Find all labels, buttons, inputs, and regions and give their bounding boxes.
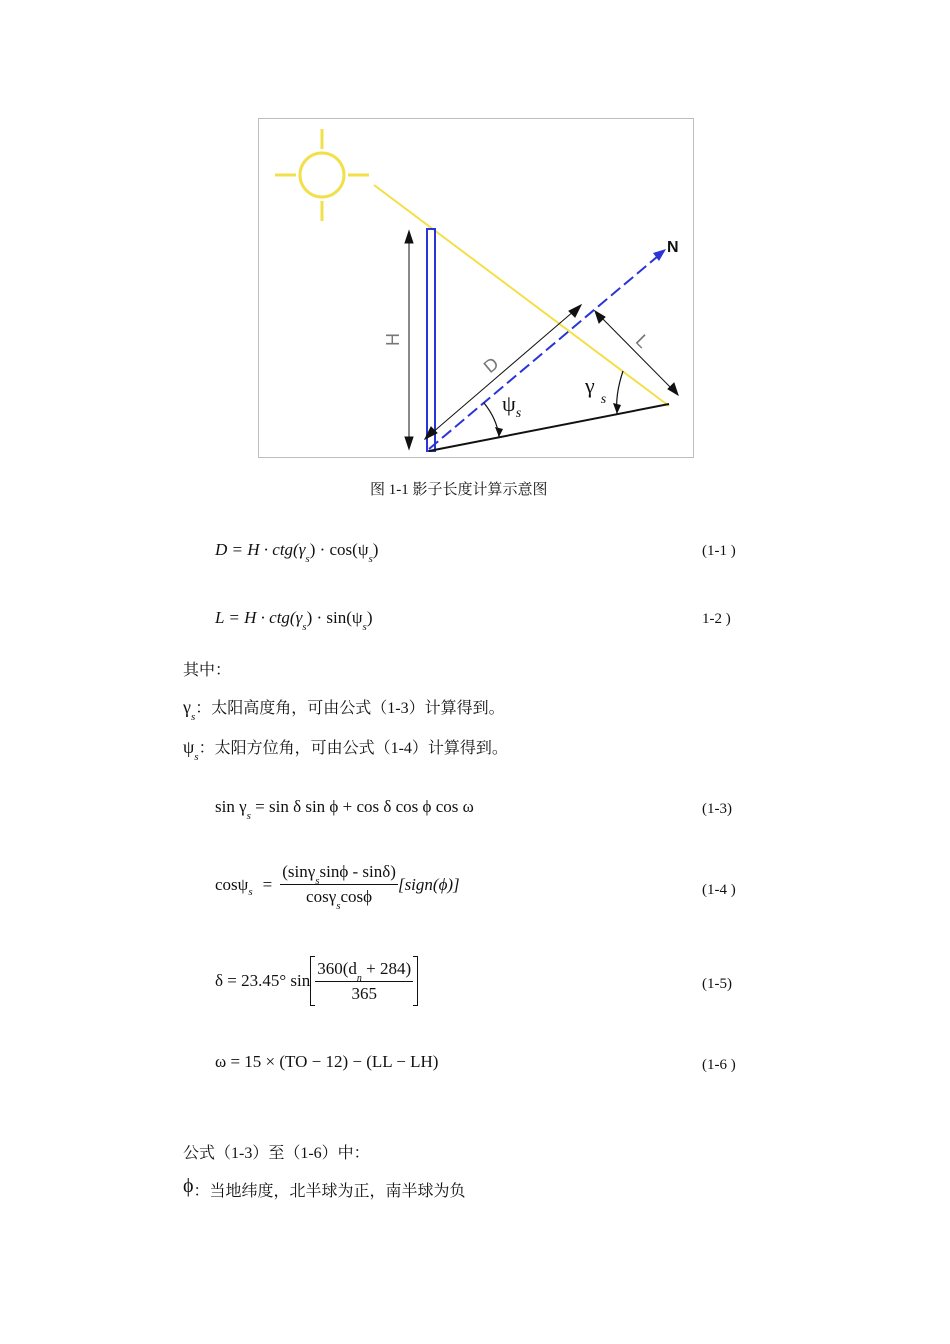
gamma-definition: [183, 695, 505, 723]
psi-def-symbol: ψ: [183, 737, 195, 757]
psi-symbol: ψ: [502, 391, 516, 416]
eq4-num-a: (sinγ: [282, 862, 316, 881]
formulas-intro: 公式（1-3）至（1-6）中：: [183, 1145, 370, 1162]
eq5-num-b: + 284): [366, 958, 412, 978]
sun-ray: [374, 185, 669, 406]
eq2-sub-2: s: [362, 621, 367, 633]
eq5-num-a: 360(d: [317, 958, 357, 978]
eq1-sub-2: s: [368, 553, 373, 565]
psi-angle-arc: [484, 403, 499, 437]
equation-1-5: [215, 956, 418, 1006]
sun-icon: [275, 129, 369, 221]
equation-number-1-3: (1-3): [702, 801, 732, 817]
equation-1-3: [215, 797, 474, 822]
eq5-denominator: 365: [351, 983, 377, 1003]
eq4-numerator: [280, 862, 398, 885]
eq4-den-sub: s: [336, 900, 341, 912]
d-dimension: [425, 305, 581, 439]
eq5-lhs: δ = 23.45° sin: [215, 971, 311, 990]
eq2-mid: ) · sin(ψ: [306, 608, 363, 627]
shadow-diagram: [258, 118, 694, 458]
eq3-lhs: sin γ: [215, 797, 247, 816]
eq5-sub: n: [356, 972, 362, 984]
eq3-sub: s: [246, 810, 251, 822]
eq4-sign: [sign(ϕ)]: [397, 874, 460, 894]
label-h: H: [383, 333, 403, 346]
equation-number-1-1: (1-1 ): [702, 543, 736, 559]
gamma-def-text: ：太阳高度角，可由公式（1-3）计算得到。: [195, 700, 505, 717]
eq5-fraction: [315, 959, 413, 1004]
eq4-lhs: cosψ: [215, 874, 249, 894]
equation-1-6: ω = 15 × (TO − 12) − (LL − LH): [215, 1052, 439, 1071]
psi-subscript: s: [515, 406, 522, 421]
eq1-lhs: D = H · ctg(γ: [215, 540, 306, 559]
eq3-rhs: = sin δ sin ϕ + cos δ cos ϕ cos ω: [255, 797, 474, 816]
eq4-lhs-sub: s: [248, 885, 253, 898]
eq4-num-sub: s: [315, 875, 320, 887]
psi-def-sub: s: [194, 751, 199, 763]
gamma-subscript: s: [600, 392, 607, 407]
north-line: [429, 251, 664, 449]
ground-line: [429, 404, 669, 451]
phi-def-symbol: ϕ: [183, 1175, 194, 1197]
eq1-mid: ) · cos(ψ: [309, 540, 369, 559]
eq4-fraction: [280, 862, 398, 912]
eq1-sub-1: s: [305, 553, 310, 565]
gamma-def-symbol: γ: [183, 697, 191, 717]
pole: [427, 229, 435, 451]
eq2-end: ): [366, 608, 373, 627]
psi-def-text: ：太阳方位角，可由公式（1-4）计算得到。: [198, 740, 508, 757]
equation-1-1: [215, 540, 379, 565]
label-l: L: [631, 330, 653, 352]
eq4-num-b: sinϕ - sinδ): [319, 862, 396, 881]
figure-caption: 图 1-1 影子长度计算示意图: [370, 482, 548, 498]
gamma-def-sub: s: [190, 711, 196, 723]
equation-number-1-2: 1-2 ): [702, 611, 731, 627]
eq5-numerator: [315, 959, 413, 982]
label-d: D: [479, 353, 503, 377]
equation-number-1-5: (1-5): [702, 976, 732, 992]
where-label: 其中：: [183, 662, 232, 679]
eq5-right-bracket: [413, 956, 418, 1006]
psi-definition: [183, 735, 508, 763]
eq2-lhs: L = H · ctg(γ: [215, 608, 303, 627]
equation-number-1-4: (1-4 ): [702, 882, 736, 898]
equation-1-4: [215, 862, 460, 912]
eq2-sub-1: s: [302, 621, 307, 633]
label-gamma: [585, 373, 607, 407]
equation-number-1-6: (1-6 ): [702, 1057, 736, 1073]
height-dimension: [405, 231, 413, 449]
gamma-symbol: γ: [585, 373, 595, 398]
shadow-diagram-svg: [259, 119, 695, 459]
eq4-den-b: cosϕ: [340, 887, 373, 906]
label-n: N: [667, 239, 679, 256]
label-psi: [502, 391, 522, 421]
phi-def-text: ：当地纬度，北半球为正，南半球为负: [193, 1183, 466, 1200]
phi-definition: [183, 1175, 466, 1202]
eq4-denominator: [280, 885, 398, 912]
equation-1-2: [215, 608, 373, 633]
eq4-den-a: cosγ: [306, 887, 337, 906]
eq1-end: ): [372, 540, 379, 559]
eq4-equals: =: [262, 874, 273, 894]
